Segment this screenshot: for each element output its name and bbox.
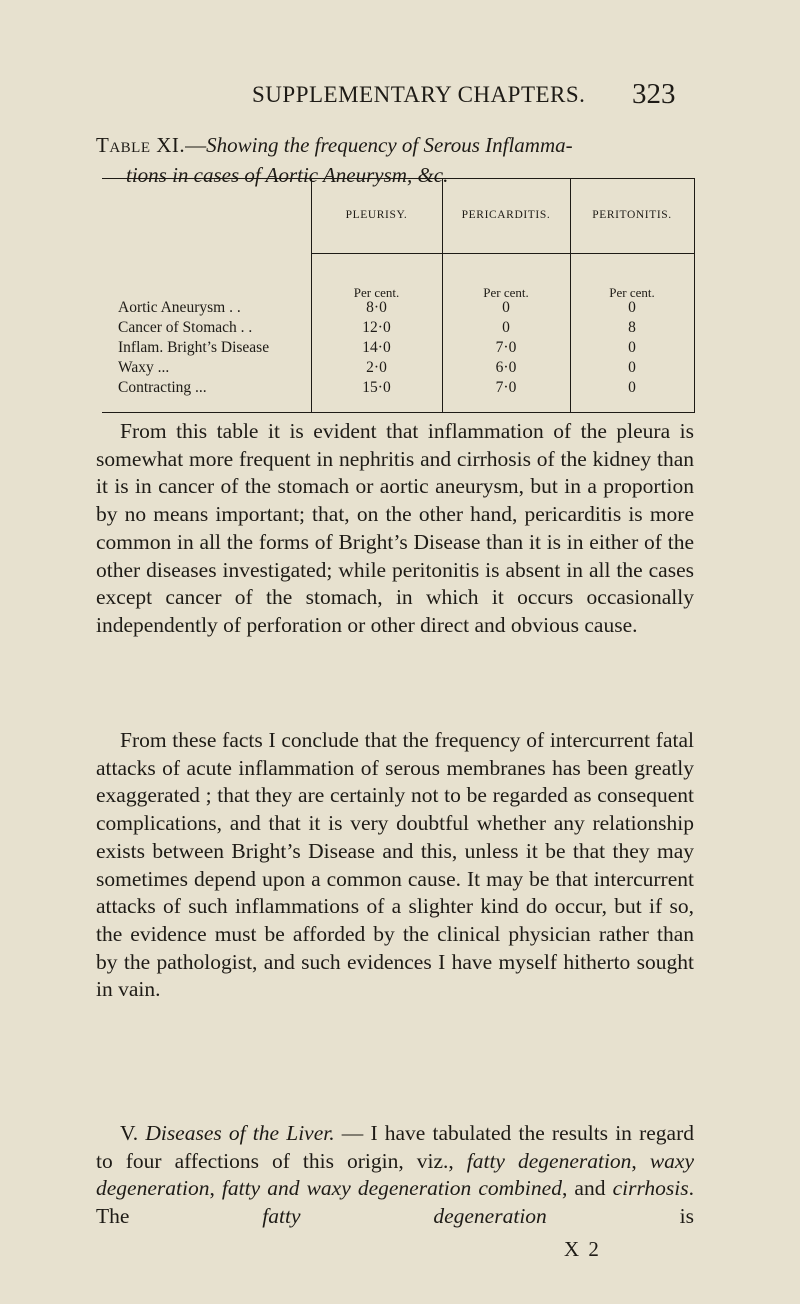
unit-label: Per cent.	[353, 285, 400, 300]
cell-pericarditis: 6·0	[495, 359, 517, 376]
page-number: 323	[632, 78, 676, 110]
italic-term: fatty degeneration	[262, 1204, 547, 1229]
column-header-pleurisy: PLEURISY.	[345, 209, 408, 221]
row-label-contracting: Contracting ...	[118, 379, 207, 396]
section-numeral: V.	[120, 1121, 139, 1145]
body-paragraph-3	[96, 1120, 694, 1231]
caption-title-line1: Showing the frequency of Serous Inflamma-	[206, 133, 573, 157]
serous-inflammation-table	[102, 178, 695, 413]
text-run: ,	[209, 1176, 222, 1201]
row-label-aortic-aneurysm: Aortic Aneurysm . .	[118, 299, 241, 316]
body-paragraph-2	[96, 727, 694, 1004]
cell-pleurisy: 2·0	[366, 359, 387, 376]
cell-pleurisy: 14·0	[362, 339, 391, 356]
text-run: . The	[96, 1176, 695, 1229]
cell-peritonitis: 0	[628, 359, 636, 376]
cell-pericarditis: 7·0	[495, 339, 517, 356]
paragraph-text: From these facts I conclude that the frequency of intercurrent fatal attacks of acute inflammation of serous membranes has been greatly exaggerated ; that they are certainly not to be regarded as consequent complications, and that it is very doubtful whether any relationship exists between Bright’s Disease and this, unless it be that they may sometimes depend upon a common cause. It may be that intercurrent attacks of such inflammations of a slighter kind do occur, but if so, the evidence must be afforded by the clinical physician rather than by the pathologist, and such evidences I have myself hitherto sought in vain.	[96, 728, 694, 1002]
running-title: SUPPLEMENTARY CHAPTERS.	[252, 82, 586, 107]
cell-peritonitis: 0	[628, 339, 636, 356]
column-header-peritonitis: PERITONITIS.	[592, 209, 672, 221]
row-label-waxy: Waxy ...	[118, 359, 170, 376]
cell-peritonitis: 8	[628, 319, 636, 336]
body-paragraph-1	[96, 418, 694, 640]
cell-pericarditis: 0	[502, 299, 510, 316]
caption-title-line2: tions in cases of Aortic Aneurysm, &c.	[126, 163, 449, 187]
section-heading: Diseases of the Liver.	[145, 1121, 335, 1145]
italic-term: fatty and waxy degeneration combined	[221, 1176, 562, 1201]
cell-pericarditis: 0	[502, 319, 510, 336]
row-label-cancer-of-stomach: Cancer of Stomach . .	[118, 319, 253, 336]
cell-pleurisy: 8·0	[366, 299, 387, 316]
caption-dash: —	[185, 133, 207, 157]
text-run: — I have tabulated the results in regard to four affections of this origin, viz.,	[96, 1121, 694, 1173]
table-header-rule	[311, 253, 694, 254]
unit-label: Per cent.	[483, 285, 529, 300]
paragraph-text	[96, 1120, 694, 1231]
italic-term: waxy degeneration	[96, 1148, 694, 1201]
column-header-pericarditis: PERICARDITIS.	[461, 209, 551, 221]
text-run: , and	[561, 1176, 613, 1201]
cell-peritonitis: 0	[628, 299, 636, 316]
unit-label: Per cent.	[609, 285, 655, 300]
text-run: ,	[631, 1148, 650, 1173]
text-run: is	[546, 1204, 694, 1229]
page-header	[0, 78, 800, 114]
signature-mark: X 2	[564, 1237, 601, 1261]
table-label: Table XI.	[96, 133, 186, 157]
italic-term: fatty degeneration	[466, 1148, 632, 1173]
italic-term: cirrhosis	[612, 1176, 689, 1201]
cell-pericarditis: 7·0	[495, 379, 517, 396]
cell-pleurisy: 15·0	[362, 379, 391, 396]
cell-pleurisy: 12·0	[362, 319, 391, 336]
paragraph-text: From this table it is evident that inflammation of the pleura is somewhat more frequent in nephritis and cirrhosis of the kidney than it is in cancer of the stomach or aortic aneurysm, but in a proportion by no means important; that, on the other hand, pericarditis is more common in all the forms of Bright’s Disease than it is in either of the other diseases investigated; while peritonitis is absent in all the cases except cancer of the stomach, in which it occurs occasionally independently of perforation or other direct and obvious cause.	[96, 419, 694, 637]
row-label-inflam-brights-disease: Inflam. Bright’s Disease	[118, 339, 270, 356]
cell-peritonitis: 0	[628, 379, 636, 396]
